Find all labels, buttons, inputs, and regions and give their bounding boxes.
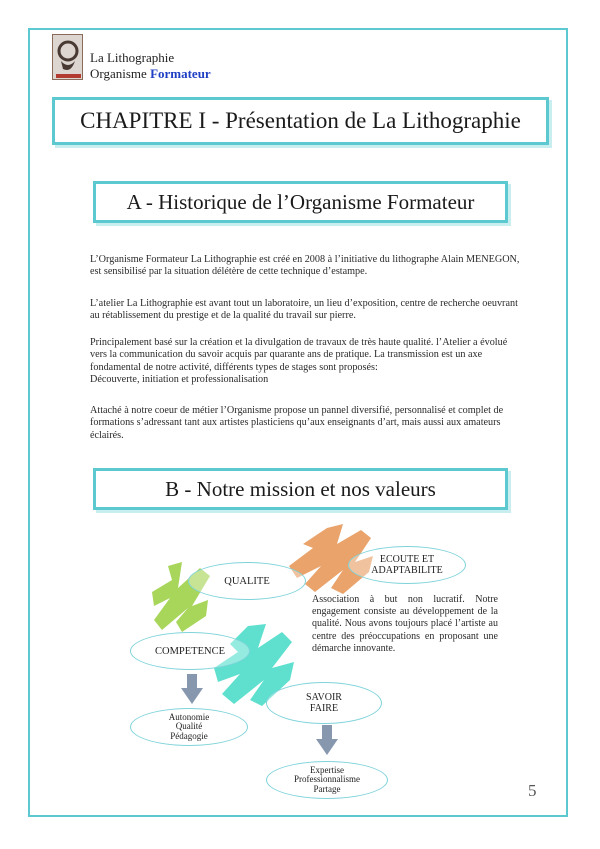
- brand-name: La Lithographie: [90, 50, 175, 65]
- savoir-details-oval: [266, 761, 388, 799]
- paragraph-1: L’Organisme Formateur La Lithographie est créé en 2008 à l’initiative du lithographe Alain MENEGON, est sensibilisé par la situation délétère de cette technique d’estampe.: [90, 254, 520, 278]
- brand-subtitle-prefix: Organisme: [90, 66, 147, 81]
- value-ecoute-label-2: ADAPTABILITE: [371, 565, 443, 576]
- section-b-title: B - Notre mission et nos valeurs: [93, 468, 508, 510]
- value-qualite-oval: [188, 562, 306, 600]
- savoir-detail-2: Professionnalisme: [294, 774, 360, 785]
- brand-subtitle-accent: Formateur: [150, 66, 211, 81]
- value-savoir-label-2: FAIRE: [309, 703, 339, 714]
- value-ecoute-label-1: ECOUTE ET: [379, 554, 435, 565]
- paragraph-4: Découverte, initiation et professionalisation: [90, 374, 269, 385]
- value-competence-label: COMPETENCE: [154, 645, 225, 657]
- logo-image: [52, 34, 83, 80]
- savoir-detail-1: Expertise: [310, 764, 344, 775]
- competence-detail-2: Qualité: [175, 721, 203, 732]
- arrow-down-icon: [181, 674, 203, 704]
- brand-subtitle: [90, 66, 211, 82]
- savoir-detail-3: Partage: [313, 783, 341, 794]
- competence-details-oval: [130, 708, 248, 746]
- value-ecoute-oval: [348, 546, 466, 584]
- value-competence-oval: [130, 632, 250, 670]
- arrow-down-icon: [316, 725, 338, 755]
- value-savoir-faire-oval: [266, 682, 382, 724]
- brand-block: [90, 50, 211, 82]
- value-qualite-label: QUALITE: [224, 575, 270, 587]
- chapter-title: CHAPITRE I - Présentation de La Lithographie: [52, 97, 549, 145]
- value-savoir-label-1: SAVOIR: [306, 692, 342, 703]
- paragraph-2: L’atelier La Lithographie est avant tout un laboratoire, un lieu d’exposition, centre de recherche oeuvrant au rétablissement du prestige et de la qualité du travail sur pierre.: [90, 298, 518, 322]
- paragraph-5: Attaché à notre coeur de métier l’Organisme propose un pannel diversifié, personnalisé et complet de formations s’adressant tant aux artistes plasticiens qu’aux enseignants d’art, mais aussi aux amateurs éclairés.: [90, 405, 504, 441]
- page-number: 5: [528, 781, 537, 800]
- competence-detail-1: Autonomie: [168, 711, 210, 722]
- competence-detail-3: Pédagogie: [170, 730, 208, 741]
- mission-text: Association à but non lucratif. Notre engagement consiste au développement de la qualité. Nous avons toujours placé l’artiste au centre des préoccupations en proposant une démarche innovante.: [312, 594, 498, 654]
- paragraph-3: Principalement basé sur la création et la divulgation de travaux de très haute qualité. l’Atelier a évolué vers la communication du savoir acquis par quarante ans de pratique. La transmission est un axe fondamental de notre activité, différents types de stages sont proposés:: [90, 337, 508, 373]
- section-a-title: A - Historique de l’Organisme Formateur: [93, 181, 508, 223]
